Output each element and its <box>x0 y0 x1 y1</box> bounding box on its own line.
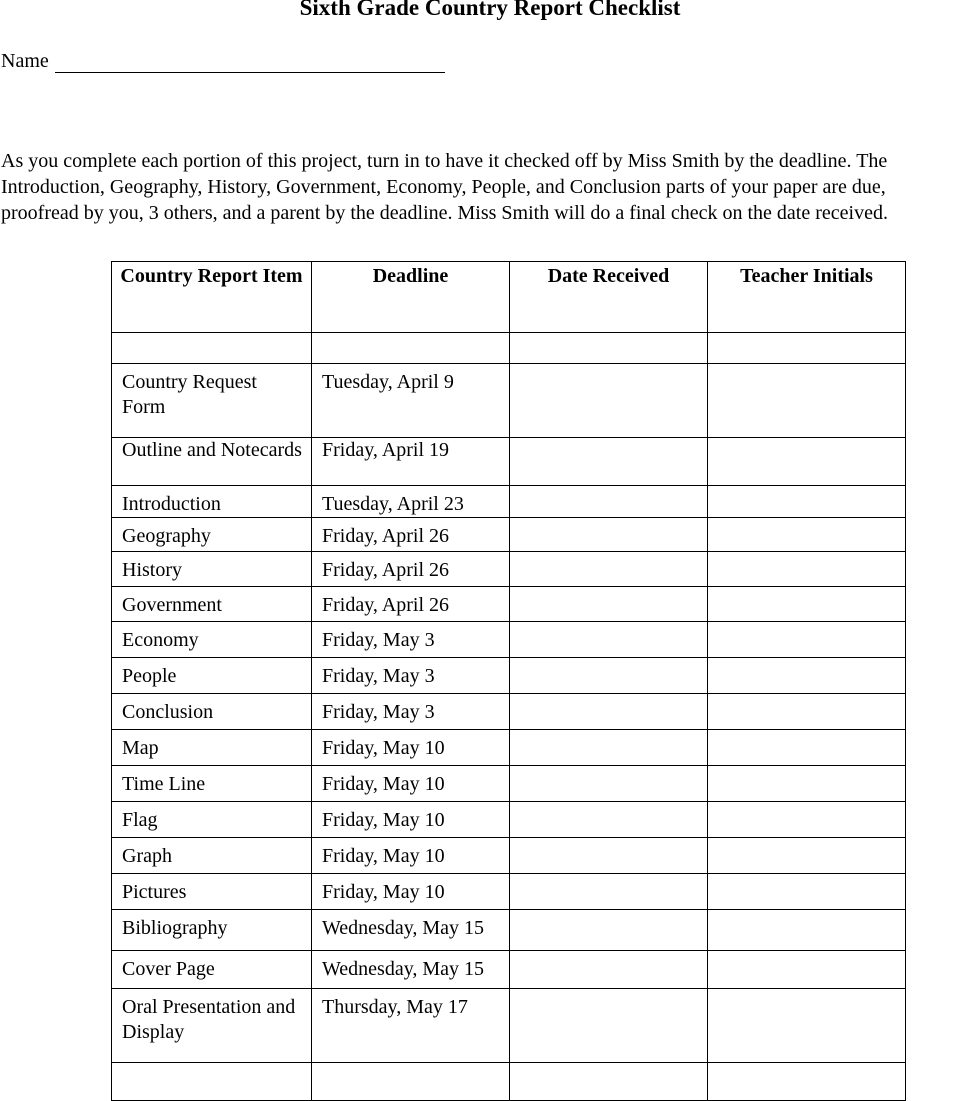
teacher-initials-cell[interactable] <box>708 333 906 364</box>
deadline-cell <box>312 1063 510 1101</box>
name-label: Name <box>1 50 49 72</box>
date-received-cell[interactable] <box>510 486 708 518</box>
deadline-cell: Thursday, May 17 <box>312 989 510 1063</box>
deadline-cell: Friday, April 19 <box>312 438 510 486</box>
item-cell <box>112 333 312 364</box>
date-received-cell[interactable] <box>510 910 708 951</box>
date-received-cell[interactable] <box>510 438 708 486</box>
date-received-cell[interactable] <box>510 658 708 694</box>
item-cell <box>112 1063 312 1101</box>
table-row <box>112 622 906 658</box>
table-row <box>112 1063 906 1101</box>
item-cell: Country Request Form <box>112 364 312 438</box>
deadline-cell: Friday, May 3 <box>312 622 510 658</box>
header-deadline: Deadline <box>312 262 510 333</box>
teacher-initials-cell[interactable] <box>708 622 906 658</box>
teacher-initials-cell[interactable] <box>708 364 906 438</box>
teacher-initials-cell[interactable] <box>708 910 906 951</box>
deadline-cell: Friday, April 26 <box>312 518 510 552</box>
teacher-initials-cell[interactable] <box>708 694 906 730</box>
item-cell: History <box>112 552 312 587</box>
deadline-cell: Friday, May 3 <box>312 658 510 694</box>
date-received-cell[interactable] <box>510 1063 708 1101</box>
teacher-initials-cell[interactable] <box>708 951 906 989</box>
teacher-initials-cell[interactable] <box>708 587 906 622</box>
deadline-cell: Friday, May 10 <box>312 802 510 838</box>
page-title: Sixth Grade Country Report Checklist <box>299 0 681 20</box>
table-row <box>112 838 906 874</box>
deadline-cell <box>312 333 510 364</box>
table-row <box>112 364 906 438</box>
teacher-initials-cell[interactable] <box>708 874 906 910</box>
date-received-cell[interactable] <box>510 622 708 658</box>
table-row <box>112 874 906 910</box>
deadline-cell: Friday, May 10 <box>312 730 510 766</box>
instructions-line: Introduction, Geography, History, Government, Economy, People, and Conclusion parts of your paper are due, <box>1 176 886 198</box>
header-date-received: Date Received <box>510 262 708 333</box>
deadline-cell: Friday, April 26 <box>312 552 510 587</box>
table-row <box>112 730 906 766</box>
date-received-cell[interactable] <box>510 730 708 766</box>
teacher-initials-cell[interactable] <box>708 552 906 587</box>
item-cell: Graph <box>112 838 312 874</box>
date-received-cell[interactable] <box>510 333 708 364</box>
teacher-initials-cell[interactable] <box>708 438 906 486</box>
table-row <box>112 694 906 730</box>
teacher-initials-cell[interactable] <box>708 1063 906 1101</box>
date-received-cell[interactable] <box>510 989 708 1063</box>
date-received-cell[interactable] <box>510 802 708 838</box>
table-row <box>112 658 906 694</box>
teacher-initials-cell[interactable] <box>708 658 906 694</box>
deadline-cell: Friday, May 10 <box>312 838 510 874</box>
instructions-line: As you complete each portion of this project, turn in to have it checked off by Miss Smith by the deadline. The <box>1 150 888 172</box>
item-cell: Economy <box>112 622 312 658</box>
name-field-line[interactable] <box>55 72 445 73</box>
table-row <box>112 486 906 518</box>
item-cell: Pictures <box>112 874 312 910</box>
table-row <box>112 333 906 364</box>
teacher-initials-cell[interactable] <box>708 766 906 802</box>
deadline-cell: Friday, May 10 <box>312 874 510 910</box>
item-cell: Outline and Notecards <box>112 438 312 486</box>
item-cell: Introduction <box>112 486 312 518</box>
teacher-initials-cell[interactable] <box>708 518 906 552</box>
table-row <box>112 438 906 486</box>
header-teacher-initials: Teacher Initials <box>708 262 906 333</box>
teacher-initials-cell[interactable] <box>708 838 906 874</box>
date-received-cell[interactable] <box>510 364 708 438</box>
checklist-table <box>111 261 906 1101</box>
item-cell: Conclusion <box>112 694 312 730</box>
date-received-cell[interactable] <box>510 552 708 587</box>
date-received-cell[interactable] <box>510 587 708 622</box>
item-cell: Map <box>112 730 312 766</box>
table-row <box>112 766 906 802</box>
item-cell: Flag <box>112 802 312 838</box>
item-cell: Geography <box>112 518 312 552</box>
date-received-cell[interactable] <box>510 951 708 989</box>
deadline-cell: Friday, April 26 <box>312 587 510 622</box>
item-cell: Oral Presentation and Display <box>112 989 312 1063</box>
table-row <box>112 951 906 989</box>
table-row <box>112 552 906 587</box>
table-row <box>112 802 906 838</box>
table-row <box>112 910 906 951</box>
deadline-cell: Tuesday, April 9 <box>312 364 510 438</box>
date-received-cell[interactable] <box>510 518 708 552</box>
deadline-cell: Wednesday, May 15 <box>312 951 510 989</box>
item-cell: People <box>112 658 312 694</box>
teacher-initials-cell[interactable] <box>708 486 906 518</box>
deadline-cell: Friday, May 10 <box>312 766 510 802</box>
header-item: Country Report Item <box>112 262 312 333</box>
date-received-cell[interactable] <box>510 766 708 802</box>
teacher-initials-cell[interactable] <box>708 989 906 1063</box>
item-cell: Bibliography <box>112 910 312 951</box>
date-received-cell[interactable] <box>510 838 708 874</box>
date-received-cell[interactable] <box>510 874 708 910</box>
teacher-initials-cell[interactable] <box>708 802 906 838</box>
table-header-row <box>112 262 906 333</box>
deadline-cell: Friday, May 3 <box>312 694 510 730</box>
teacher-initials-cell[interactable] <box>708 730 906 766</box>
item-cell: Government <box>112 587 312 622</box>
date-received-cell[interactable] <box>510 694 708 730</box>
table-row <box>112 518 906 552</box>
item-cell: Time Line <box>112 766 312 802</box>
table-row <box>112 587 906 622</box>
instructions-paragraph <box>1 148 959 226</box>
item-cell: Cover Page <box>112 951 312 989</box>
table-row <box>112 989 906 1063</box>
instructions-line: proofread by you, 3 others, and a parent by the deadline. Miss Smith will do a final check on the date received. <box>1 202 888 224</box>
deadline-cell: Wednesday, May 15 <box>312 910 510 951</box>
deadline-cell: Tuesday, April 23 <box>312 486 510 518</box>
